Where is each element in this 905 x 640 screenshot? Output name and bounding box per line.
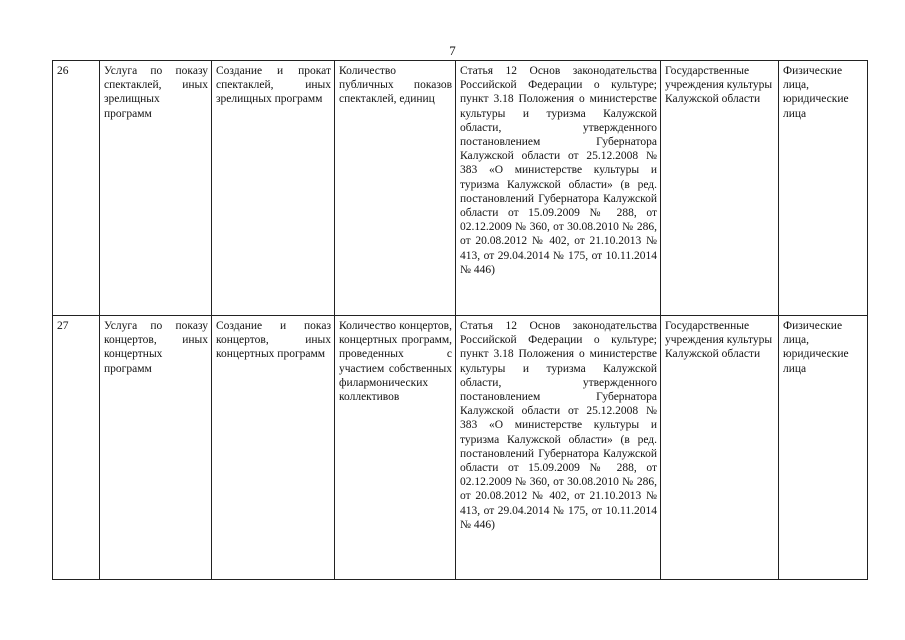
- row-number: 27: [53, 316, 100, 580]
- page-number: 7: [449, 43, 456, 58]
- service-name-cell: Услуга по показу спектаклей, иных зрелищных программ: [100, 61, 212, 316]
- provider-cell: Государственные учреждения культуры Калужской области: [661, 316, 779, 580]
- table-row: [53, 316, 868, 580]
- indicator-cell: Количество публичных показов спектаклей, единиц: [335, 61, 456, 316]
- legal-basis-cell: Статья 12 Основ законодательства Российской Федерации о культуре; пункт 3.18 Положения о министерстве культуры и туризма Калужской области, утвержденного постановлением Губернатора Калужской области от 25.12.2008 № 383 «О министерстве культуры и туризма Калужской области» (в ред. постановлений Губернатора Калужской области от 15.09.2009 № 288, от 02.12.2009 № 360, от 30.08.2010 № 286, от 20.08.2012 № 402, от 21.10.2013 № 413, от 29.04.2014 № 175, от 10.11.2014 № 446): [456, 316, 661, 580]
- recipients-cell: Физические лица, юридические лица: [779, 61, 868, 316]
- service-content-cell: Создание и показ концертов, иных концертных программ: [212, 316, 335, 580]
- legal-basis-cell: Статья 12 Основ законодательства Российской Федерации о культуре; пункт 3.18 Положения о министерстве культуры и туризма Калужской области, утвержденного постановлением Губернатора Калужской области от 25.12.2008 № 383 «О министерстве культуры и туризма Калужской области» (в ред. постановлений Губернатора Калужской области от 15.09.2009 № 288, от 02.12.2009 № 360, от 30.08.2010 № 286, от 20.08.2012 № 402, от 21.10.2013 № 413, от 29.04.2014 № 175, от 10.11.2014 № 446): [456, 61, 661, 316]
- recipients-cell: Физические лица, юридические лица: [779, 316, 868, 580]
- service-name-cell: Услуга по показу концертов, иных концертных программ: [100, 316, 212, 580]
- provider-cell: Государственные учреждения культуры Калужской области: [661, 61, 779, 316]
- row-number: 26: [53, 61, 100, 316]
- indicator-cell: Количество концертов, концертных программ, проведенных с участием собственных филармонических коллективов: [335, 316, 456, 580]
- table-row: [53, 61, 868, 316]
- services-table: [52, 60, 868, 580]
- service-content-cell: Создание и прокат спектаклей, иных зрелищных программ: [212, 61, 335, 316]
